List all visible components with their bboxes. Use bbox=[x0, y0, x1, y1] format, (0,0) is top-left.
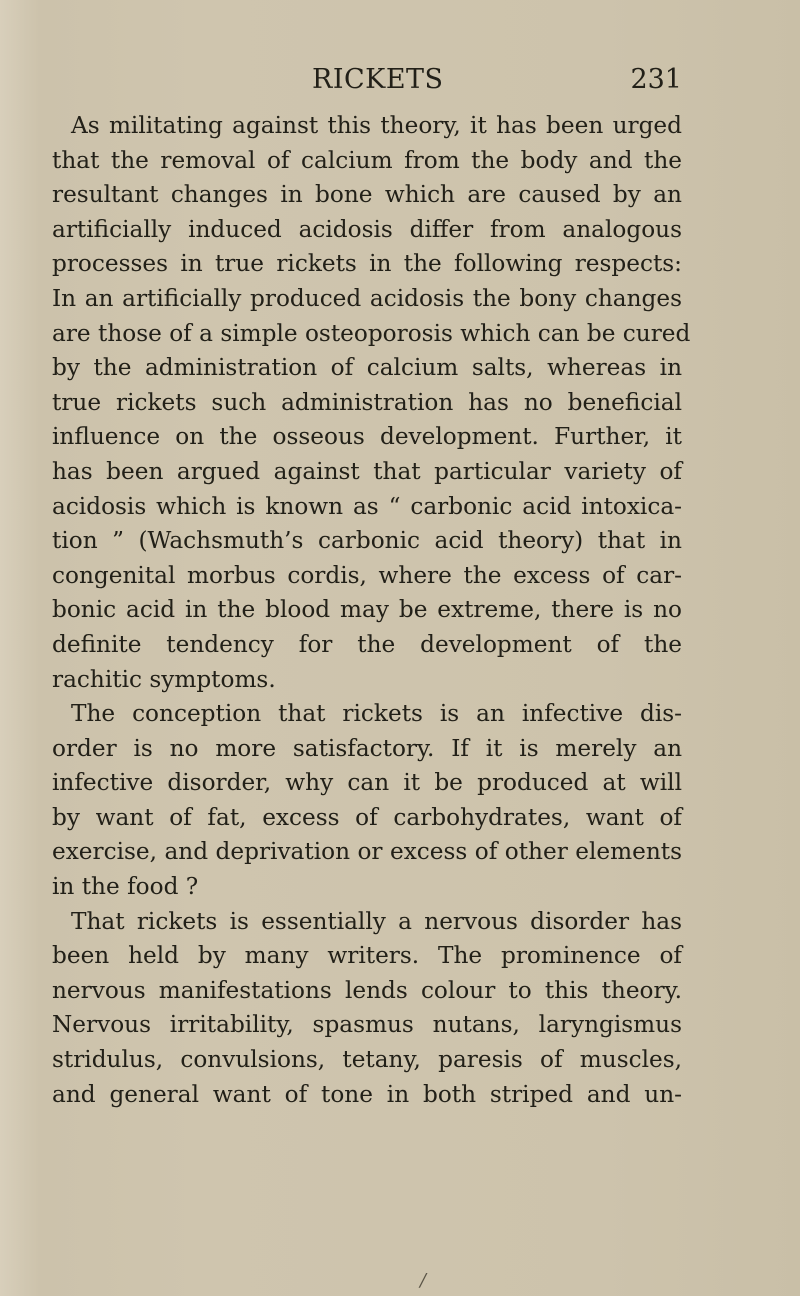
text-line: acidosis which is known as “ carbonic acid intoxica- bbox=[52, 492, 682, 520]
text-line: tion ” (Wachsmuth’s carbonic acid theory) that in bbox=[52, 527, 682, 555]
text-line: congenital morbus cordis, where the excess of car- bbox=[52, 561, 682, 589]
text-line: in the food ? bbox=[52, 873, 199, 901]
text-line: has been argued against that particular variety of bbox=[52, 457, 682, 485]
text-line: stridulus, convulsions, tetany, paresis of muscles, bbox=[52, 1046, 682, 1074]
text-line: Nervous irritability, spasmus nutans, laryngismus bbox=[52, 1011, 682, 1039]
running-title: RICKETS bbox=[312, 64, 444, 95]
text-line: influence on the osseous development. Further, it bbox=[52, 423, 682, 451]
text-line: that the removal of calcium from the body and the bbox=[52, 146, 682, 174]
text-line: are those of a simple osteoporosis which can be cured bbox=[52, 319, 691, 347]
text-line: In an artificially produced acidosis the bony changes bbox=[52, 284, 682, 312]
text-line: resultant changes in bone which are caused by an bbox=[52, 181, 682, 209]
text-line: bonic acid in the blood may be extreme, there is no bbox=[52, 596, 682, 624]
page-header bbox=[0, 62, 800, 102]
stray-mark: / bbox=[420, 1270, 427, 1291]
page-number: 231 bbox=[630, 64, 682, 95]
text-line: by want of fat, excess of carbohydrates, want of bbox=[52, 803, 682, 831]
body-text bbox=[52, 109, 691, 1112]
text-line: rachitic symptoms. bbox=[52, 665, 276, 693]
text-line: and general want of tone in both striped and un- bbox=[52, 1080, 682, 1108]
text-line: artificially induced acidosis differ from analogous bbox=[52, 215, 682, 243]
text-line: by the administration of calcium salts, whereas in bbox=[52, 354, 682, 382]
text-line: That rickets is essentially a nervous disorder has bbox=[71, 907, 682, 935]
text-line: definite tendency for the development of the bbox=[52, 630, 682, 658]
text-line: processes in true rickets in the following respects: bbox=[52, 250, 682, 278]
text-line: exercise, and deprivation or excess of other elements bbox=[52, 838, 682, 866]
text-line: true rickets such administration has no beneficial bbox=[52, 388, 682, 416]
text-line: As militating against this theory, it has been urged bbox=[71, 112, 682, 139]
text-line: nervous manifestations lends colour to this theory. bbox=[52, 976, 682, 1004]
text-line: order is no more satisfactory. If it is merely an bbox=[52, 734, 682, 762]
text-line: been held by many writers. The prominence of bbox=[52, 942, 682, 970]
text-line: infective disorder, why can it be produced at will bbox=[52, 769, 682, 797]
text-line: The conception that rickets is an infective dis- bbox=[71, 700, 682, 728]
